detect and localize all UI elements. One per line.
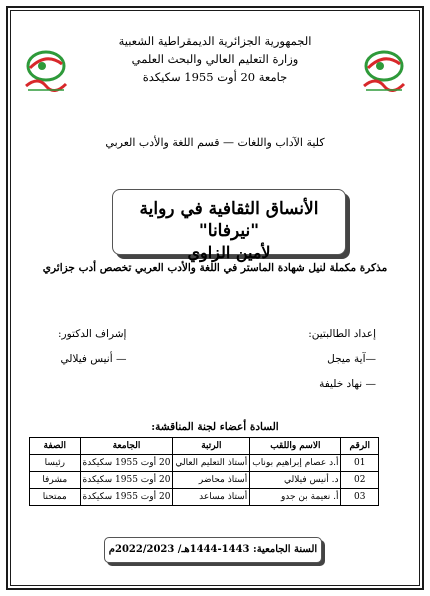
university-logo-icon [20,46,72,96]
table-cell: 20 أوت 1955 سكيكدة [80,489,173,506]
table-cell: أستاذ التعليم العالي [173,455,250,472]
table-cell: أستاذ مساعد [173,489,250,506]
column-header: الاسم واللقب [250,438,341,455]
title-box [112,189,346,262]
table-cell: 20 أوت 1955 سكيكدة [80,455,173,472]
academic-year-box [104,537,322,563]
university-line: جامعة 20 أوت 1955 سكيكدة [142,70,288,84]
table-cell: 02 [341,472,379,489]
table-header-row [30,438,379,455]
table-cell: مشرفا [30,472,81,489]
table-cell: أ.د عصام إبراهيم بوناب [250,455,341,472]
ministry-line: وزارة التعليم العالي والبحث العلمي [131,52,299,66]
supervisor-block [58,322,126,372]
thesis-author: لأمين الزاوي [187,243,271,262]
students-label: إعداد الطالبتين: [308,328,376,340]
column-header: الرتبة [173,438,250,455]
student-name: — نهاد خليفة [319,378,376,390]
table-row [30,489,379,506]
committee-title: السادة أعضاء لجنة المناقشة: [151,421,279,433]
column-header: الرقم [341,438,379,455]
table-cell: 20 أوت 1955 سكيكدة [80,472,173,489]
column-header: الجامعة [80,438,173,455]
students-block [308,322,376,397]
faculty-line: كلية الآداب واللغات — قسم اللغة والأدب العربي [105,136,325,149]
thesis-subtitle: مذكرة مكملة لنيل شهادة الماستر في اللغة والأدب العربي تخصص أدب جزائري [42,262,388,274]
table-row [30,472,379,489]
table-cell: رئيسا [30,455,81,472]
table-cell: أ. نعيمة بن جدو [250,489,341,506]
supervisor-name: — أنيس فيلالي [60,353,127,365]
table-cell: أستاذ محاضر [173,472,250,489]
table-cell: ممتحنا [30,489,81,506]
academic-year: السنة الجامعية: 1443-1444هـ/ 2022/2023م [108,544,318,555]
table-cell: 01 [341,455,379,472]
table-cell: 03 [341,489,379,506]
thesis-title: الأنساق الثقافية في رواية "نيرفانا" [139,199,319,241]
column-header: الصفة [30,438,81,455]
committee-table [29,437,379,506]
supervisor-label: إشراف الدكتور: [58,328,127,340]
university-logo-icon [358,46,410,96]
table-cell: د. أنيس فيلالي [250,472,341,489]
student-name: —آية ميجل [327,353,376,365]
table-row [30,455,379,472]
republic-line: الجمهورية الجزائرية الديمقراطية الشعبية [118,34,312,48]
